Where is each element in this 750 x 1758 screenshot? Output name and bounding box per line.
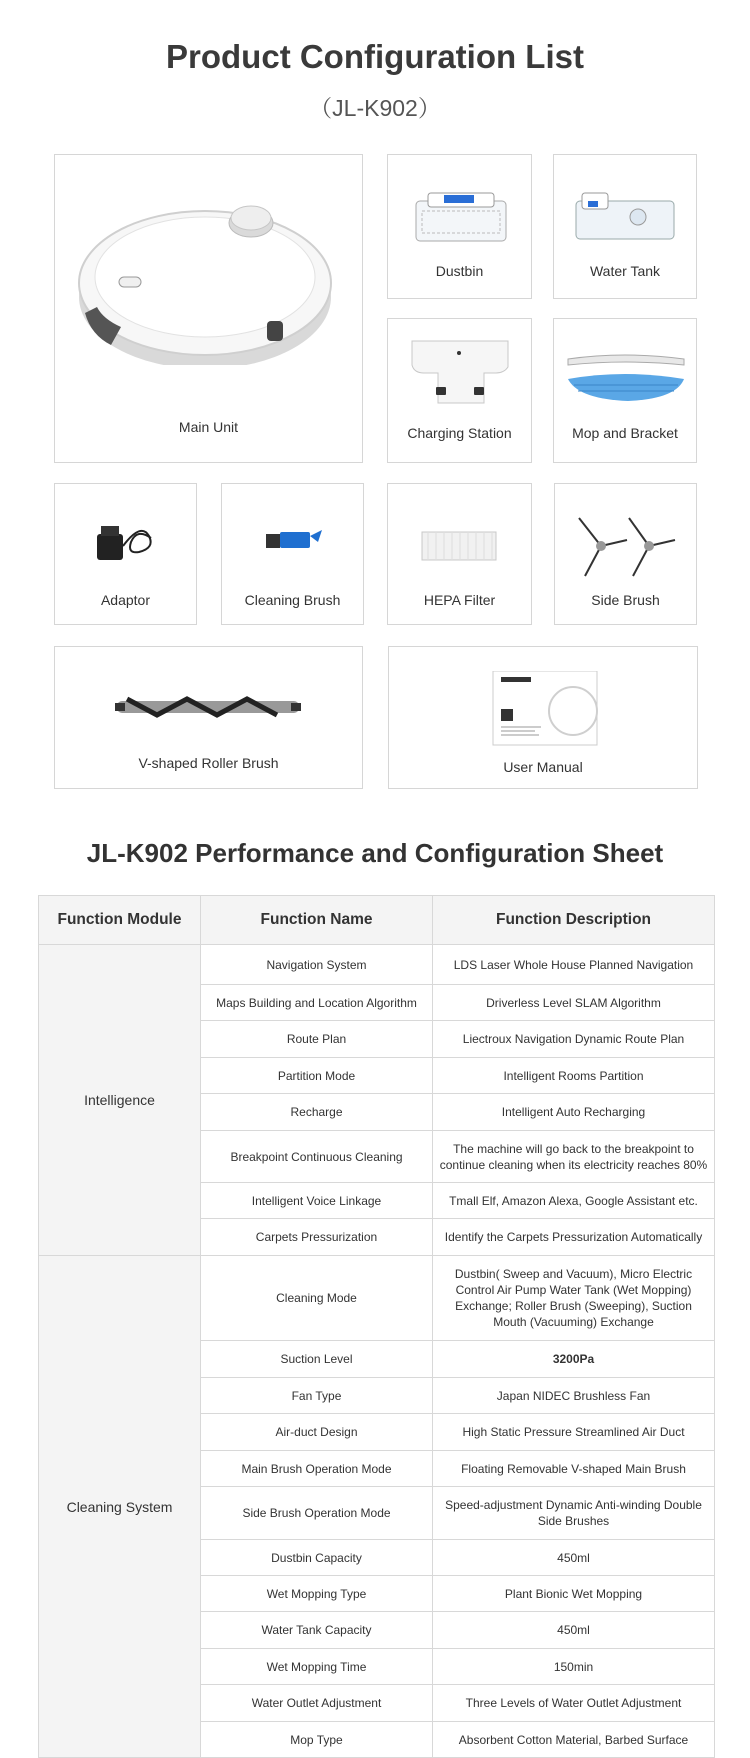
group-intelligence: Intelligence — [39, 945, 201, 1256]
row-desc: The machine will go back to the breakpoint to continue cleaning when its electricity reaches 80% — [433, 1131, 715, 1183]
page-title: Product Configuration List — [166, 38, 584, 75]
row-desc: 450ml — [433, 1612, 715, 1649]
mop-bracket-label: Mop and Bracket — [572, 425, 678, 441]
table-header-row — [39, 896, 715, 945]
user-manual-image — [389, 671, 697, 747]
row-name: Suction Level — [201, 1341, 433, 1378]
card-charging-station — [387, 318, 532, 463]
row-desc: High Static Pressure Streamlined Air Duct — [433, 1414, 715, 1451]
dustbin-label: Dustbin — [435, 263, 484, 279]
row-name: Fan Type — [201, 1378, 433, 1414]
group-cleaning-system: Cleaning System — [39, 1256, 201, 1758]
side-brush-image — [555, 512, 696, 580]
row-desc: Liectroux Navigation Dynamic Route Plan — [433, 1021, 715, 1058]
row-desc: Identify the Carpets Pressurization Automatically — [433, 1219, 715, 1256]
hepa-filter-label: HEPA Filter — [423, 592, 496, 608]
row-desc: Japan NIDEC Brushless Fan — [433, 1378, 715, 1414]
row-name: Main Brush Operation Mode — [201, 1451, 433, 1487]
charging-station-image — [388, 333, 531, 413]
card-main-unit — [54, 154, 363, 463]
table-row — [39, 1256, 715, 1341]
row-name: Route Plan — [201, 1021, 433, 1058]
card-adaptor — [54, 483, 197, 625]
robot-vacuum-image — [55, 185, 362, 365]
model-subtitle: （JL-K902） — [309, 95, 441, 121]
adaptor-label: Adaptor — [100, 592, 151, 608]
spec-table — [38, 895, 715, 1758]
roller-brush-label: V-shaped Roller Brush — [138, 755, 279, 771]
row-name: Maps Building and Location Algorithm — [201, 985, 433, 1021]
card-cleaning-brush — [221, 483, 364, 625]
row-name: Wet Mopping Time — [201, 1649, 433, 1685]
row-desc: 3200Pa — [433, 1341, 715, 1378]
row-desc: 450ml — [433, 1540, 715, 1576]
row-name: Mop Type — [201, 1722, 433, 1758]
charging-station-label: Charging Station — [407, 425, 512, 441]
card-water-tank — [553, 154, 697, 299]
sheet-title: JL-K902 Performance and Configuration Sheet — [86, 838, 664, 868]
row-desc: Dustbin( Sweep and Vacuum), Micro Electric Control Air Pump Water Tank (Wet Mopping) Exchange; Roller Brush (Sweeping), Suction Mouth (Vacuuming) Exchange — [433, 1256, 715, 1341]
row-name: Breakpoint Continuous Cleaning — [201, 1131, 433, 1183]
row-name: Cleaning Mode — [201, 1256, 433, 1341]
card-roller-brush — [54, 646, 363, 789]
row-desc: Intelligent Rooms Partition — [433, 1058, 715, 1094]
side-brush-label: Side Brush — [591, 592, 660, 608]
row-desc: LDS Laser Whole House Planned Navigation — [433, 945, 715, 985]
row-name: Partition Mode — [201, 1058, 433, 1094]
row-desc: Plant Bionic Wet Mopping — [433, 1576, 715, 1612]
hepa-filter-image — [388, 528, 531, 564]
row-name: Carpets Pressurization — [201, 1219, 433, 1256]
row-name: Intelligent Voice Linkage — [201, 1183, 433, 1219]
row-name: Wet Mopping Type — [201, 1576, 433, 1612]
row-name: Recharge — [201, 1094, 433, 1131]
row-desc: Speed-adjustment Dynamic Anti-winding Double Side Brushes — [433, 1487, 715, 1540]
row-desc: Floating Removable V-shaped Main Brush — [433, 1451, 715, 1487]
row-desc: Absorbent Cotton Material, Barbed Surface — [433, 1722, 715, 1758]
card-user-manual — [388, 646, 698, 789]
mop-bracket-image — [554, 339, 696, 409]
header-function-module: Function Module — [39, 896, 201, 945]
row-desc: Tmall Elf, Amazon Alexa, Google Assistant etc. — [433, 1183, 715, 1219]
header-function-name: Function Name — [201, 896, 433, 945]
row-name: Navigation System — [201, 945, 433, 985]
water-tank-image — [554, 183, 696, 253]
row-name: Dustbin Capacity — [201, 1540, 433, 1576]
main-unit-label: Main Unit — [178, 419, 239, 435]
row-desc: 150min — [433, 1649, 715, 1685]
header-function-description: Function Description — [433, 896, 715, 945]
user-manual-label: User Manual — [503, 759, 583, 775]
row-name: Air-duct Design — [201, 1414, 433, 1451]
row-desc: Intelligent Auto Recharging — [433, 1094, 715, 1131]
row-name: Side Brush Operation Mode — [201, 1487, 433, 1540]
adaptor-image — [55, 518, 196, 566]
row-name: Water Outlet Adjustment — [201, 1685, 433, 1722]
cleaning-brush-image — [222, 524, 363, 564]
card-mop-bracket — [553, 318, 697, 463]
dustbin-image — [388, 183, 531, 253]
card-side-brush — [554, 483, 697, 625]
row-desc: Driverless Level SLAM Algorithm — [433, 985, 715, 1021]
roller-brush-image — [55, 687, 362, 727]
row-desc: Three Levels of Water Outlet Adjustment — [433, 1685, 715, 1722]
card-dustbin — [387, 154, 532, 299]
water-tank-label: Water Tank — [589, 263, 661, 279]
card-hepa-filter — [387, 483, 532, 625]
cleaning-brush-label: Cleaning Brush — [244, 592, 341, 608]
row-name: Water Tank Capacity — [201, 1612, 433, 1649]
table-row — [39, 945, 715, 985]
